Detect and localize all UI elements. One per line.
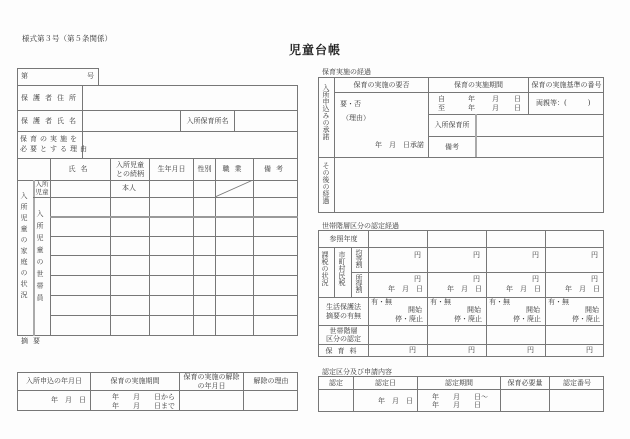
welfare-start: 開始	[526, 306, 540, 314]
reference-year-field[interactable]	[547, 232, 603, 246]
fee-yen: 円	[586, 346, 593, 354]
nursery-field[interactable]	[478, 116, 602, 135]
child-relation-value: 本人	[122, 184, 136, 192]
form-number: 様式第３号（第５条関係）	[22, 34, 112, 43]
welfare-stop: 停・廃止	[454, 315, 482, 323]
necessity-header: 保育の実施の要否	[353, 80, 410, 89]
care-progress-label: 保育実施の経過	[322, 68, 371, 76]
family-status-label: 入所児童の家庭の状況	[20, 192, 28, 302]
certification-label: 認定区分及び申請内容	[322, 368, 392, 376]
summary-label: 摘要	[21, 337, 45, 345]
cert-period-value[interactable]: 年 月 日～ 年 月 日	[432, 392, 488, 409]
cert-field[interactable]	[320, 391, 352, 411]
welfare-yes-no[interactable]: 有・無	[548, 298, 569, 306]
cert-number-field[interactable]	[551, 391, 603, 411]
care-amount-header: 保育必要量	[507, 378, 543, 387]
guardian-address-label: 保護者住所	[21, 93, 81, 102]
tax-status-label: 課税の状況	[321, 251, 329, 286]
child-label: 入所 児童	[35, 179, 49, 196]
reason-label: （理由）	[342, 114, 370, 122]
income-yen: 円	[473, 275, 480, 283]
reason-field[interactable]	[84, 133, 296, 157]
period-from-day: 日	[514, 95, 521, 103]
per-capita-label: 均等割	[355, 249, 363, 267]
approval-date[interactable]: 年 月 日承諾	[375, 141, 424, 149]
col-occupation: 職業	[222, 165, 247, 174]
cert-header: 認定	[329, 378, 343, 387]
cert-date-header: 認定日	[375, 378, 396, 387]
household-class-label: 世帯階層区分の認定経過	[322, 222, 399, 230]
cert-number-header: 認定番号	[563, 378, 591, 387]
income-yen: 円	[591, 275, 598, 283]
income-based-label: 所得割	[355, 274, 363, 292]
fee-yen: 円	[409, 346, 416, 354]
income-date: 年 月 日	[506, 285, 541, 293]
cert-date-value[interactable]: 年 月 日	[378, 396, 413, 405]
reference-year-field[interactable]	[429, 232, 485, 246]
reason-label-line2: 必要とする理由	[20, 145, 90, 153]
welfare-start: 開始	[408, 306, 422, 314]
application-date-header: 入所申込の年月日	[26, 377, 82, 386]
fee-yen: 円	[468, 346, 475, 354]
criteria-value[interactable]: 両親等：( )	[536, 99, 591, 107]
period-from-label: 自	[438, 95, 445, 103]
summary-field[interactable]	[18, 347, 296, 371]
reference-year-field[interactable]	[370, 232, 426, 246]
fee-yen: 円	[527, 346, 534, 354]
welfare-yes-no[interactable]: 有・無	[371, 298, 392, 306]
col-name: 氏名	[68, 165, 93, 174]
guardian-address-field[interactable]	[84, 87, 296, 108]
release-reason-header: 解除の理由	[253, 377, 289, 386]
welfare-label: 生活保護法 摘要の有無	[326, 303, 361, 320]
fee-label: 保育料	[325, 346, 362, 355]
per-capita-yen: 円	[414, 251, 421, 259]
release-reason-field[interactable]	[245, 392, 297, 409]
occupation-slash	[215, 180, 254, 198]
period-to-day: 日	[514, 104, 521, 112]
per-capita-yen: 円	[591, 251, 598, 259]
guardian-name-label: 保護者氏名	[21, 116, 81, 125]
release-date-header: 保育の実施の解除 の年月日	[183, 373, 240, 390]
income-date: 年 月 日	[565, 285, 600, 293]
later-progress-field[interactable]	[336, 159, 602, 211]
care-amount-field[interactable]	[502, 391, 548, 411]
number-go-label: 号	[87, 72, 94, 80]
col-sex: 性別	[197, 165, 212, 174]
period-from-year: 年	[468, 95, 475, 103]
period-header: 保育の実施期間	[110, 377, 160, 386]
welfare-stop: 停・廃止	[395, 315, 423, 323]
guardian-name-field[interactable]	[84, 112, 179, 130]
application-date-value[interactable]: 年 月 日	[51, 396, 86, 405]
welfare-stop: 停・廃止	[572, 315, 600, 323]
col-relation: 入所児童 との続柄	[116, 161, 144, 178]
col-birthdate: 生年月日	[157, 165, 186, 174]
admitted-nursery-label: 入所保育所名	[186, 116, 229, 125]
reference-year-field[interactable]	[488, 232, 544, 246]
household-members-label: 入所児童の世帯員	[36, 210, 44, 306]
criteria-header: 保育の実施基準の番号	[531, 80, 602, 89]
welfare-start: 開始	[585, 306, 599, 314]
welfare-yes-no[interactable]: 有・無	[430, 298, 451, 306]
welfare-start: 開始	[467, 306, 481, 314]
necessity-value[interactable]: 要・否	[340, 100, 361, 108]
per-capita-yen: 円	[532, 251, 539, 259]
period-value[interactable]: 年 月 日から 年 月 日まで	[112, 393, 175, 410]
period-to-label: 至	[438, 104, 445, 112]
release-date-field[interactable]	[181, 392, 242, 409]
page-title: 児童台帳	[289, 43, 342, 57]
per-capita-yen: 円	[473, 251, 480, 259]
period-header: 保育の実施期間	[454, 80, 503, 89]
remarks-label: 備考	[445, 142, 459, 151]
reason-label-line1: 保育の実施を	[20, 135, 80, 143]
municipal-tax-label: 市町村民税	[338, 251, 346, 286]
period-to-month: 月	[492, 104, 499, 112]
income-date: 年 月 日	[388, 285, 423, 293]
welfare-stop: 停・廃止	[513, 315, 541, 323]
income-date: 年 月 日	[447, 285, 482, 293]
later-progress-side-label: その後の経過	[322, 162, 330, 204]
cert-period-header: 認定期間	[445, 378, 473, 387]
approval-side-label: 入所申込みの承諾	[322, 84, 330, 140]
col-remarks: 備考	[264, 165, 288, 174]
income-yen: 円	[414, 275, 421, 283]
nursery-label: 入所保育所	[434, 121, 470, 130]
welfare-yes-no[interactable]: 有・無	[489, 298, 510, 306]
reference-year-label: 参照年度	[329, 234, 358, 243]
number-dai-label: 第	[21, 72, 28, 80]
admitted-nursery-field[interactable]	[236, 112, 296, 130]
remarks-field[interactable]	[478, 138, 602, 156]
income-yen: 円	[532, 275, 539, 283]
period-from-month: 月	[492, 95, 499, 103]
household-class-cert-label: 世帯階層 区分の認定	[326, 326, 361, 343]
period-to-year: 年	[468, 104, 475, 112]
